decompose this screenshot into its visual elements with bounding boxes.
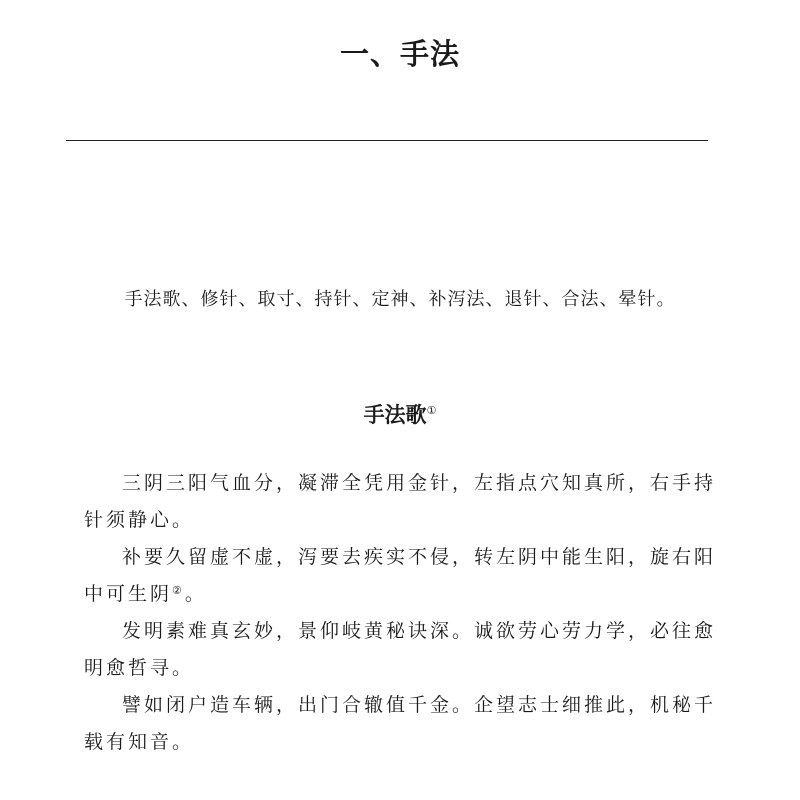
- verse-paragraph: [84, 539, 716, 613]
- chapter-title: 一、手法: [339, 37, 460, 71]
- footnote-marker: ②: [172, 584, 185, 597]
- section-contents-list: 手法歌、修针、取寸、持针、定神、补泻法、退针、合法、晕针。: [124, 289, 676, 310]
- verse-paragraph: [84, 613, 716, 687]
- footnote-marker: ①: [426, 404, 437, 417]
- section-heading: [0, 398, 800, 432]
- verse-paragraph-text: 发明素难真玄妙，景仰岐黄秘诀深。诚欲劳心劳力学，必往愈明愈哲寻。: [84, 620, 717, 679]
- verse-paragraph-text: 譬如闭户造车辆，出门合辙值千金。企望志士细推此，机秘千载有知音。: [84, 694, 717, 753]
- verse-body: [84, 465, 716, 761]
- verse-paragraph: [84, 465, 716, 539]
- verse-paragraph: [84, 687, 716, 761]
- verse-paragraph-tail: 。: [184, 583, 207, 605]
- verse-paragraph-text: 补要久留虚不虚，泻要去疾实不侵，转左阴中能生阳，旋右阳中可生阴: [84, 546, 717, 605]
- verse-paragraph-text: 三阴三阳气血分，凝滞全凭用金针，左指点穴知真所，右手持针须静心。: [84, 472, 717, 531]
- section-heading-text: 手法歌: [363, 402, 427, 427]
- title-divider: [66, 140, 708, 141]
